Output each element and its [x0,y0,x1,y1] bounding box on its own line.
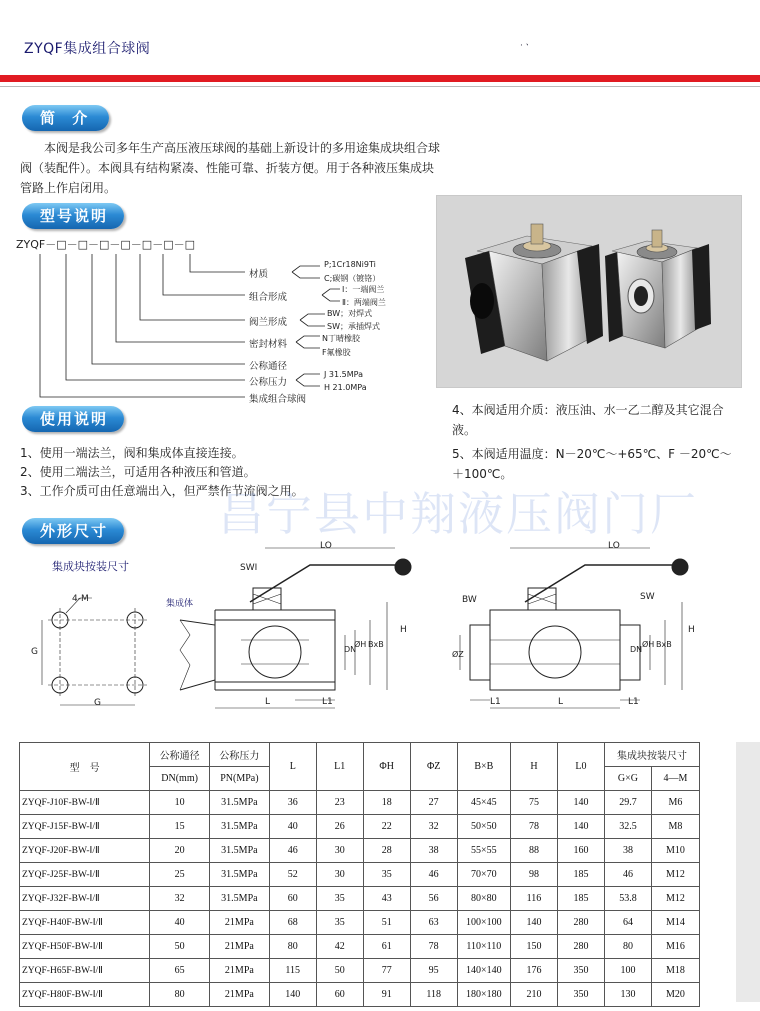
table-cell: 21MPa [210,959,270,983]
table-cell: 61 [363,935,410,959]
table-cell: 35 [316,887,363,911]
label-l-left: L [265,697,271,707]
dimensions-heading: 外形尺寸 [22,518,124,544]
table-cell: 18 [363,791,410,815]
mount-label-4m: 4-M [72,594,89,604]
table-cell: 110×110 [457,935,510,959]
table-cell: 130 [604,983,651,1007]
table-cell: 140 [557,815,604,839]
page-edge-shade [736,742,760,1002]
usage-heading: 使用说明 [22,406,124,432]
table-cell: 78 [410,935,457,959]
opt-seal-n: N丁晴橡胶 [322,334,360,343]
usage-item-3: 3、工作介质可由任意端出入，但严禁作节流阀之用。 [20,484,304,498]
table-cell: ZYQF-J15F-BW-Ⅰ/Ⅱ [20,815,150,839]
table-row [20,959,700,983]
label-dn: 公称通径 [249,361,288,372]
table-cell: 68 [269,911,316,935]
table-cell: 32 [410,815,457,839]
table-cell: 100×100 [457,911,510,935]
table-cell: 116 [511,887,558,911]
table-cell: 56 [410,887,457,911]
table-cell: 80 [150,983,210,1007]
label-body: 集成体 [166,599,194,609]
table-cell: M12 [651,887,699,911]
table-cell: 160 [557,839,604,863]
table-cell: 31.5MPa [210,887,270,911]
label-seal: 密封材料 [249,339,288,350]
mount-label-g-horizontal: G [94,698,101,708]
label-l1-left: L1 [322,697,333,707]
table-cell: 10 [150,791,210,815]
table-cell: 26 [316,815,363,839]
table-cell: 63 [410,911,457,935]
table-cell: 140×140 [457,959,510,983]
opt-comb-2: Ⅱ：两端阀兰 [342,298,386,307]
col-pn-unit: PN(MPa) [210,767,270,791]
opt-comb-1: Ⅰ：一端阀兰 [342,285,385,294]
spec-table [19,742,700,1007]
table-cell: 140 [557,791,604,815]
table-cell: M8 [651,815,699,839]
table-cell: 40 [150,911,210,935]
company-watermark: 昌宁县中翔液压阀门厂 [218,487,698,541]
table-cell: 35 [363,863,410,887]
table-cell: 185 [557,887,604,911]
table-cell: 280 [557,935,604,959]
table-cell: 118 [410,983,457,1007]
header-marks: ·ㆍ [520,41,532,51]
table-cell: 75 [511,791,558,815]
table-cell: ZYQF-H50F-BW-Ⅰ/Ⅱ [20,935,150,959]
col-dn-unit: DN(mm) [150,767,210,791]
table-cell: M20 [651,983,699,1007]
table-cell: 80 [604,935,651,959]
col-l: L [269,743,316,791]
table-row [20,863,700,887]
table-cell: 45×45 [457,791,510,815]
table-row [20,887,700,911]
table-cell: 150 [511,935,558,959]
table-cell: 38 [604,839,651,863]
spec-table-body [20,791,700,1007]
label-bxb-left: BxB [368,640,384,649]
label-phih-right: ØH [642,640,655,649]
col-mount: 集成块按装尺寸 [604,743,699,767]
table-cell: 43 [363,887,410,911]
table-cell: 77 [363,959,410,983]
table-cell: M16 [651,935,699,959]
table-cell: 21MPa [210,935,270,959]
table-cell: 70×70 [457,863,510,887]
table-cell: 80 [269,935,316,959]
table-cell: ZYQF-H80F-BW-Ⅰ/Ⅱ [20,983,150,1007]
opt-flange-sw: SW；承插焊式 [327,322,380,331]
table-cell: 25 [150,863,210,887]
table-cell: 22 [363,815,410,839]
table-cell: ZYQF-H65F-BW-Ⅰ/Ⅱ [20,959,150,983]
table-cell: 31.5MPa [210,863,270,887]
table-cell: 31.5MPa [210,839,270,863]
intro-text: 本阀是我公司多年生产高压液压球阀的基础上新设计的多用途集成块组合球阀（装配件）。本阀具有结构紧凑、性能可靠、折装方便。用于各种液压集成块管路上作启闭用。 [20,141,441,195]
col-bxb: B×B [457,743,510,791]
table-cell: M14 [651,911,699,935]
table-cell: 31.5MPa [210,815,270,839]
table-row [20,815,700,839]
table-cell: 176 [511,959,558,983]
table-cell: 64 [604,911,651,935]
table-cell: M6 [651,791,699,815]
label-dn-left: DN [344,645,357,654]
table-cell: 21MPa [210,911,270,935]
table-cell: 140 [511,911,558,935]
label-swi: SWI [240,563,258,573]
table-cell: 115 [269,959,316,983]
label-dn-right: DN [630,645,643,654]
usage-item-2: 2、使用二端法兰，可适用各种液压和管道。 [20,465,256,479]
table-cell: 20 [150,839,210,863]
table-cell: M10 [651,839,699,863]
label-bxb-right: BxB [656,640,672,649]
table-cell: 80×80 [457,887,510,911]
table-cell: ZYQF-J32F-BW-Ⅰ/Ⅱ [20,887,150,911]
table-cell: 21MPa [210,983,270,1007]
col-model: 型 号 [20,743,150,791]
intro-heading: 简 介 [22,105,109,131]
product-photo [436,195,742,388]
table-cell: 95 [410,959,457,983]
table-cell: 32.5 [604,815,651,839]
col-l1: L1 [316,743,363,791]
table-row [20,983,700,1007]
table-cell: 185 [557,863,604,887]
table-row [20,839,700,863]
table-cell: ZYQF-H40F-BW-Ⅰ/Ⅱ [20,911,150,935]
table-cell: 36 [269,791,316,815]
table-cell: 15 [150,815,210,839]
table-cell: 98 [511,863,558,887]
valve-photo-illustration [437,196,741,387]
col-l0: L0 [557,743,604,791]
mount-title: 集成块按装尺寸 [52,560,129,573]
table-cell: 180×180 [457,983,510,1007]
label-sw: SW [640,592,655,602]
col-phiz: ΦZ [410,743,457,791]
table-cell: M18 [651,959,699,983]
table-cell: 60 [269,887,316,911]
table-row [20,935,700,959]
table-cell: 50 [316,959,363,983]
table-cell: 40 [269,815,316,839]
table-cell: 27 [410,791,457,815]
valve-section-drawing-double-flange [450,540,700,720]
document-title: ZYQF集成组合球阀 [24,41,151,57]
label-l1-right-a: L1 [490,697,501,707]
table-cell: 35 [316,911,363,935]
usage-item-4: 4、本阀适用介质：液压油、水一乙二醇及其它混合液。 [452,403,724,437]
table-cell: ZYQF-J20F-BW-Ⅰ/Ⅱ [20,839,150,863]
table-cell: 53.8 [604,887,651,911]
table-cell: 29.7 [604,791,651,815]
label-lo-right: LO [608,541,620,551]
table-cell: 91 [363,983,410,1007]
opt-material-c: C;碳钢（镀铬） [324,274,381,283]
table-cell: 42 [316,935,363,959]
label-h-right: H [688,625,695,635]
col-h: H [511,743,558,791]
opt-flange-bw: BW；对焊式 [327,309,373,318]
table-cell: 350 [557,983,604,1007]
header-red-bar [0,75,760,82]
table-cell: 30 [316,863,363,887]
header-divider [0,86,760,87]
label-phiz-right: ØZ [452,650,464,659]
label-lo-left: LO [320,541,332,551]
label-material: 材质 [249,269,269,280]
table-cell: 65 [150,959,210,983]
table-row [20,791,700,815]
usage-item-1: 1、使用一端法兰，阀和集成体直接连接。 [20,446,244,460]
opt-material-p: P;1Cr18Ni9Ti [324,260,376,269]
table-cell: 31.5MPa [210,791,270,815]
table-cell: 28 [363,839,410,863]
table-cell: 210 [511,983,558,1007]
table-cell: 23 [316,791,363,815]
table-cell: 140 [269,983,316,1007]
usage-item-5: 5、本阀适用温度：N－20℃～+65℃、F －20℃～＋100℃。 [452,447,732,481]
opt-seal-f: F氟橡胶 [322,348,351,357]
table-cell: 46 [410,863,457,887]
table-cell: 100 [604,959,651,983]
col-pn: 公称压力 [210,743,270,767]
model-heading: 型号说明 [22,203,124,229]
label-h-left: H [400,625,407,635]
table-cell: 46 [604,863,651,887]
col-dn: 公称通径 [150,743,210,767]
opt-pressure-j: J 31.5MPa [324,370,363,379]
label-l1-right-b: L1 [628,697,639,707]
table-cell: 46 [269,839,316,863]
table-cell: 350 [557,959,604,983]
table-cell: 280 [557,911,604,935]
label-phih-left: ØH [354,640,367,649]
table-cell: 38 [410,839,457,863]
table-cell: 50 [150,935,210,959]
table-cell: ZYQF-J25F-BW-Ⅰ/Ⅱ [20,863,150,887]
table-cell: 32 [150,887,210,911]
col-phih: ΦH [363,743,410,791]
label-flange: 阀兰形成 [249,317,288,328]
model-code: ZYQF－□－□－□－□－□－□－□ [16,238,195,251]
table-cell: 88 [511,839,558,863]
label-pn: 公称压力 [249,377,288,388]
table-cell: 50×50 [457,815,510,839]
label-valve: 集成组合球阀 [249,394,307,405]
table-cell: 60 [316,983,363,1007]
label-l-right: L [558,697,564,707]
table-cell: 30 [316,839,363,863]
mount-label-g-vertical: G [31,647,38,657]
table-cell: 51 [363,911,410,935]
col-4m: 4—M [651,767,699,791]
col-gxg: G×G [604,767,651,791]
opt-pressure-h: H 21.0MPa [324,383,367,392]
table-row [20,911,700,935]
table-cell: ZYQF-J10F-BW-Ⅰ/Ⅱ [20,791,150,815]
table-cell: 55×55 [457,839,510,863]
table-cell: M12 [651,863,699,887]
table-cell: 78 [511,815,558,839]
table-cell: 52 [269,863,316,887]
label-bw: BW [462,595,477,605]
label-combination: 组合形成 [249,292,288,303]
valve-section-drawing-single-flange [165,540,415,720]
